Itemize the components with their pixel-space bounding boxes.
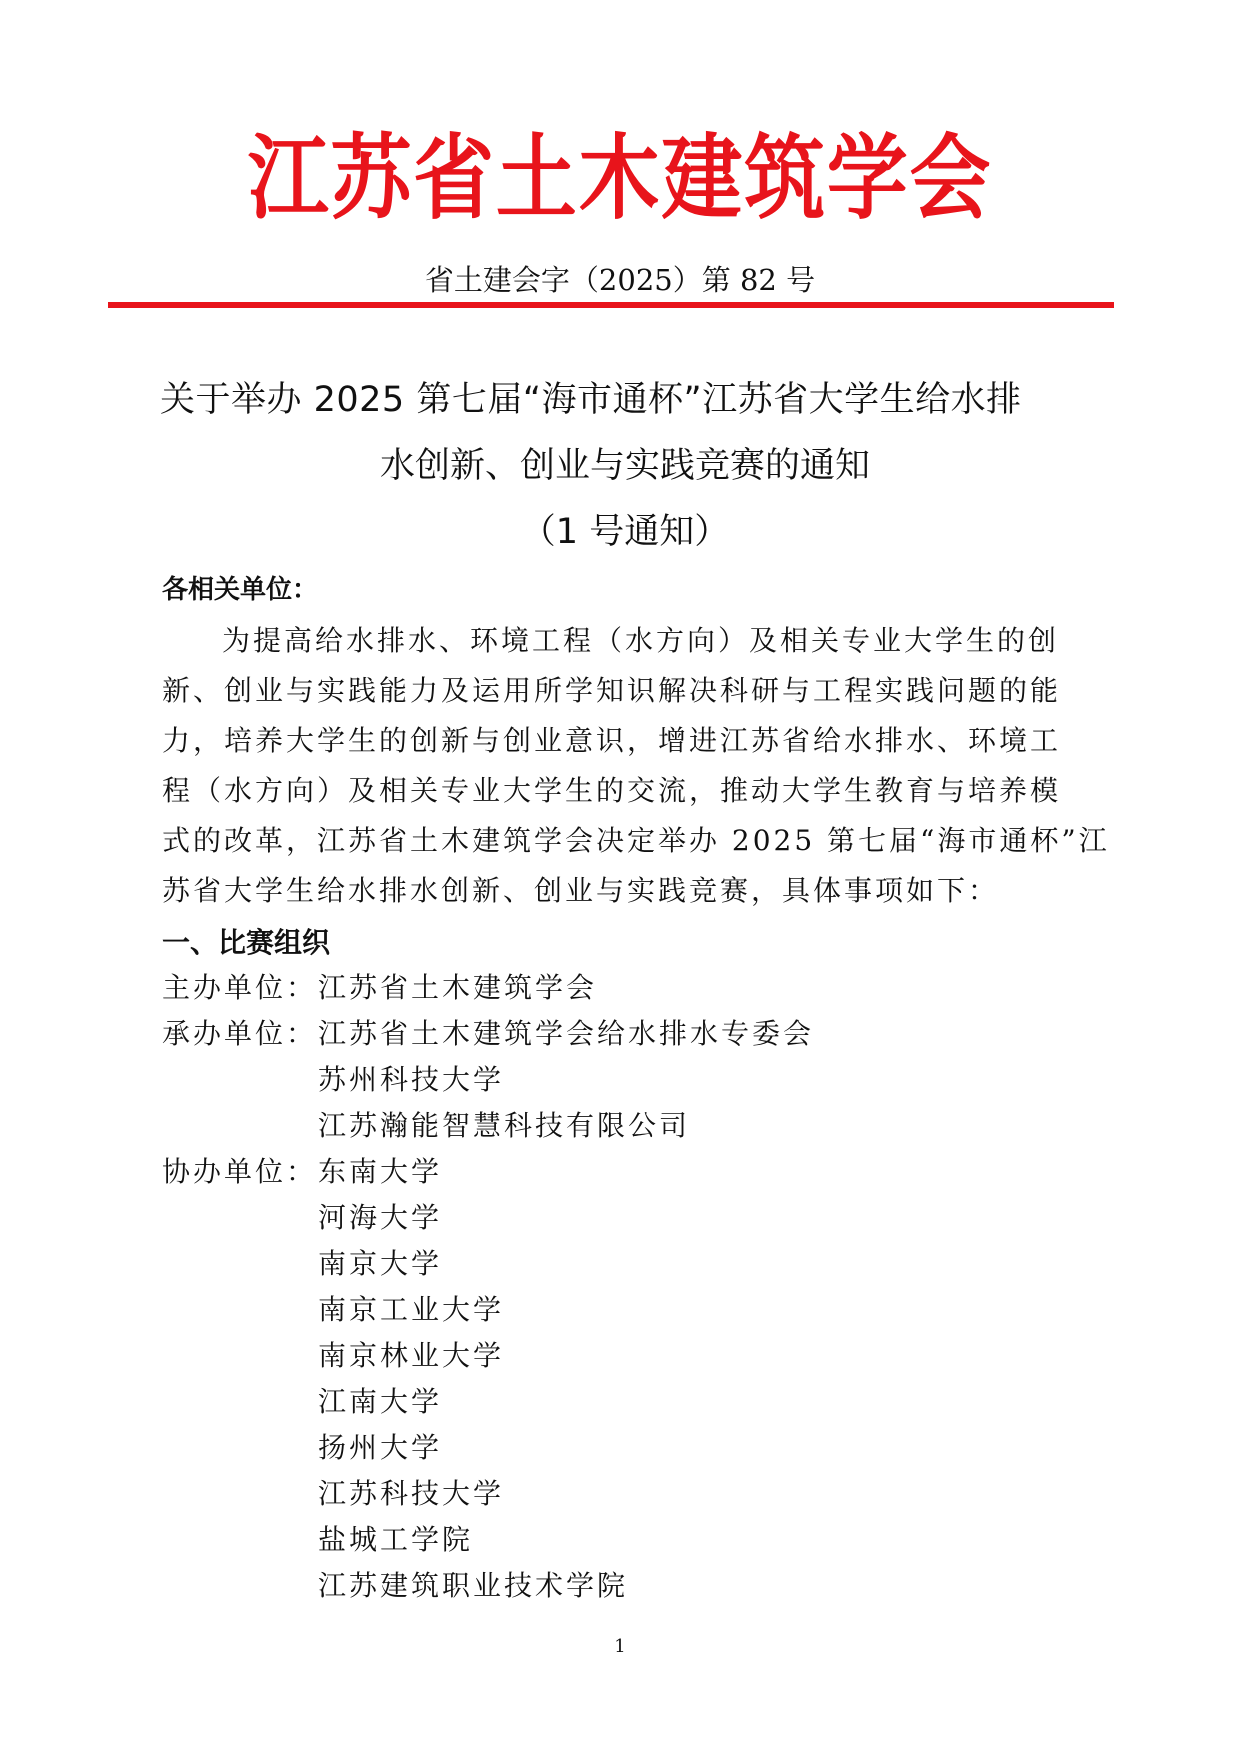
notice-title-line-1: 关于举办 2025 第七届“海市通杯”江苏省大学生给水排 [160, 380, 1022, 420]
notice-title-line-3: （1 号通知） [520, 512, 730, 552]
co-organizer-value: 南京林业大学 [318, 1339, 505, 1372]
co-organizer-value: 江苏科技大学 [318, 1477, 505, 1510]
organizer-value: 江苏省土木建筑学会给水排水专委会 [318, 1017, 815, 1050]
section-heading: 一、比赛组织 [162, 926, 331, 959]
body-paragraph-line: 苏省大学生给水排水创新、创业与实践竞赛，具体事项如下： [162, 874, 1000, 907]
co-organizer-value: 江南大学 [318, 1385, 443, 1418]
co-organizer-label: 协办单位： [162, 1155, 318, 1188]
co-organizer-value: 盐城工学院 [318, 1523, 474, 1556]
body-paragraph-line: 为提高给水排水、环境工程（水方向）及相关专业大学生的创 [222, 624, 1060, 657]
organizer-value: 江苏瀚能智慧科技有限公司 [318, 1109, 691, 1142]
organizer-value: 苏州科技大学 [318, 1063, 505, 1096]
host-label: 主办单位： [162, 971, 318, 1004]
document-number: 省土建会字（2025）第 82 号 [424, 263, 816, 297]
salutation: 各相关单位： [162, 575, 319, 605]
co-organizer-value: 江苏建筑职业技术学院 [318, 1569, 629, 1602]
body-paragraph-line: 力，培养大学生的创新与创业意识，增进江苏省给水排水、环境工 [162, 724, 1062, 757]
body-paragraph-line: 式的改革，江苏省土木建筑学会决定举办 2025 第七届“海市通杯”江 [162, 824, 1110, 857]
co-organizer-value: 扬州大学 [318, 1431, 443, 1464]
co-organizer-value: 东南大学 [318, 1155, 443, 1188]
co-organizer-value: 河海大学 [318, 1201, 443, 1234]
red-divider-rule [108, 302, 1114, 308]
organizer-label: 承办单位： [162, 1017, 318, 1050]
body-paragraph-line: 程（水方向）及相关专业大学生的交流，推动大学生教育与培养模 [162, 774, 1062, 807]
body-paragraph-line: 新、创业与实践能力及运用所学知识解决科研与工程实践问题的能 [162, 674, 1062, 707]
co-organizer-value: 南京大学 [318, 1247, 443, 1280]
notice-title-line-2: 水创新、创业与实践竞赛的通知 [379, 446, 870, 486]
masthead-title: 江苏省土木建筑学会 [247, 124, 993, 232]
co-organizer-value: 南京工业大学 [318, 1293, 505, 1326]
page-number: 1 [614, 1636, 626, 1657]
host-value: 江苏省土木建筑学会 [318, 971, 598, 1004]
